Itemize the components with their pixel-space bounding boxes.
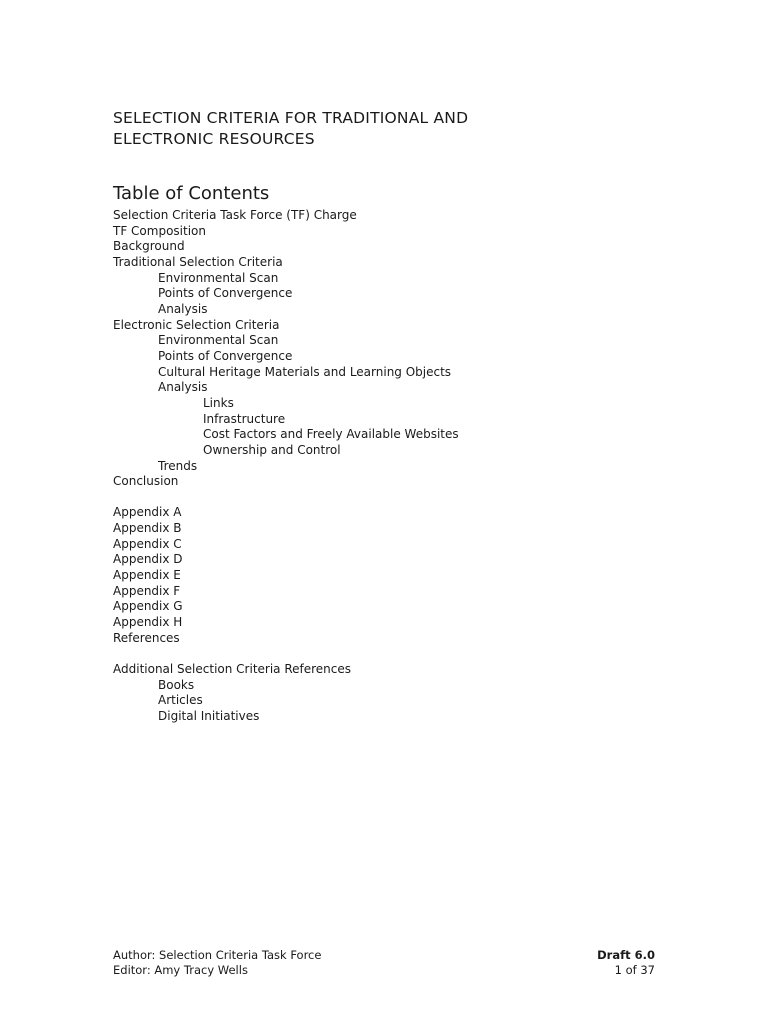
toc-entry: References	[113, 630, 180, 645]
toc-entry: Cost Factors and Freely Available Websites	[203, 427, 459, 442]
toc-list	[113, 208, 673, 725]
toc-entry: Background	[113, 239, 185, 254]
toc-entry: Appendix A	[113, 505, 182, 520]
toc-entry: Appendix C	[113, 536, 182, 551]
toc-entry: Appendix F	[113, 583, 181, 598]
footer-page-number: 1 of 37	[614, 963, 655, 977]
toc-entry: Appendix B	[113, 521, 182, 536]
document-title	[113, 108, 673, 150]
toc-entry: Points of Convergence	[158, 348, 293, 363]
toc-spacer	[113, 646, 673, 662]
toc-entry: Appendix D	[113, 552, 183, 567]
footer-draft-version: Draft 6.0	[597, 948, 655, 962]
toc-entry: Environmental Scan	[158, 270, 279, 285]
toc-entry: Ownership and Control	[203, 442, 341, 457]
toc-entry: Additional Selection Criteria References	[113, 662, 352, 677]
toc-entry: Analysis	[158, 301, 208, 316]
footer-editor: Editor: Amy Tracy Wells	[113, 963, 248, 977]
toc-entry: Articles	[158, 693, 203, 708]
toc-entry: Links	[203, 395, 234, 410]
toc-entry: Books	[158, 677, 195, 692]
toc-entry: Points of Convergence	[158, 286, 293, 301]
toc-entry: Electronic Selection Criteria	[113, 317, 280, 332]
toc-entry: Environmental Scan	[158, 333, 279, 348]
toc-entry: Analysis	[158, 380, 208, 395]
toc-entry: Infrastructure	[203, 411, 286, 426]
footer-author: Author: Selection Criteria Task Force	[113, 948, 322, 962]
toc-entry: Selection Criteria Task Force (TF) Charge	[113, 208, 357, 222]
toc-entry: Cultural Heritage Materials and Learning Objects	[158, 364, 452, 379]
toc-entry: Appendix G	[113, 599, 183, 614]
toc-entry: TF Composition	[113, 223, 206, 238]
toc-entry: Conclusion	[113, 474, 179, 489]
toc-entry: Digital Initiatives	[158, 709, 260, 723]
document-title-line-1: SELECTION CRITERIA FOR TRADITIONAL AND	[113, 109, 469, 127]
toc-heading: Table of Contents	[113, 183, 270, 204]
toc-entry: Trends	[158, 458, 198, 473]
page-footer	[113, 948, 655, 978]
toc-entry: Appendix E	[113, 568, 181, 583]
toc-entry: Traditional Selection Criteria	[113, 254, 283, 269]
document-title-line-2: ELECTRONIC RESOURCES	[113, 130, 315, 148]
toc-entry: Appendix H	[113, 615, 183, 630]
toc-spacer	[113, 490, 673, 506]
